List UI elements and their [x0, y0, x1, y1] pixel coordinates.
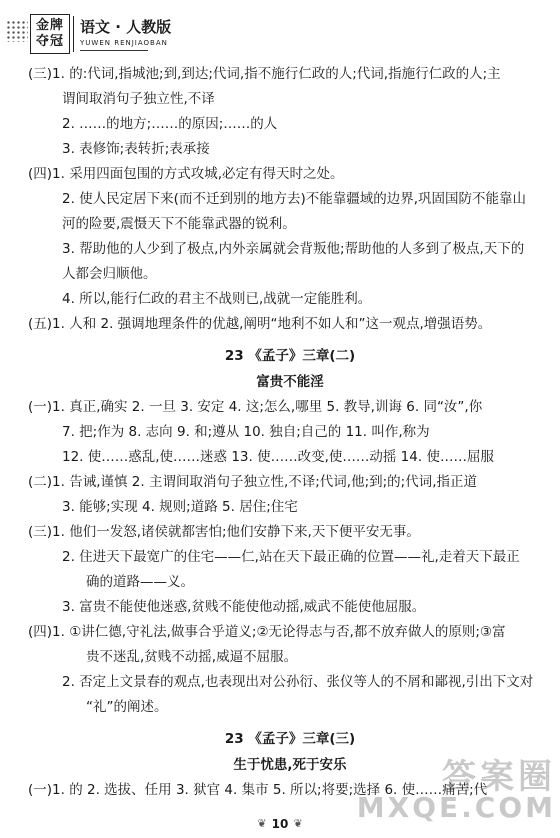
answer-line: (五)1. 人和 2. 强调地理条件的优越,阐明“地利不如人和”这一观点,增强语势。: [28, 316, 492, 332]
brand-logo-top: 金牌: [35, 18, 64, 33]
page-number: 10: [271, 817, 289, 831]
answer-line: 谓间取消句子独立性,不译: [62, 91, 215, 107]
answer-line: 贵不迷乱,贫贱不动摇,威逼不屈服。: [86, 649, 298, 665]
header-underline: [80, 50, 148, 51]
page-footer: [0, 813, 560, 835]
answer-line: “礼”的阐述。: [86, 699, 168, 715]
answer-line: 3. 表修饰;表转折;表承接: [62, 141, 210, 157]
answer-line: 2. 使人民定居下来(而不迁到别的地方去)不能靠疆域的边界,巩固国防不能靠山: [62, 191, 526, 207]
watermark-line2: MXQE.COM: [356, 791, 556, 824]
answer-line: 确的道路——义。: [86, 574, 194, 590]
subject-pinyin: YUWEN RENJIAOBAN: [80, 39, 168, 47]
leaf-left-icon: ❦: [257, 817, 267, 830]
answer-line: 3. 能够;实现 4. 规则;道路 5. 居住;住宅: [62, 499, 298, 515]
brand-logo: [30, 14, 70, 54]
answer-line: 3. 帮助他的人少到了极点,内外亲属就会背叛他;帮助他的人多到了极点,天下的: [62, 241, 525, 257]
subject-title: 语文 · 人教版: [80, 18, 172, 36]
answer-line: 4. 所以,能行仁政的君主不战则已,战就一定能胜利。: [62, 291, 372, 307]
answer-line: (三)1. 的:代词,指城池;到,到达;代词,指不施行仁政的人;代词,指施行仁政的人;主: [28, 66, 501, 82]
answer-line: (二)1. 告诫,谨慎 2. 主谓间取消句子独立性,不译;代词,他;到;的;代词,指正道: [28, 474, 478, 490]
dot-grid-decoration: [6, 20, 28, 42]
leaf-right-icon: ❦: [293, 817, 303, 830]
answer-line: (四)1. ①讲仁德,守礼法,做事合乎道义;②无论得志与否,都不放弃做人的原则;③富: [28, 624, 506, 640]
answer-line: (一)1. 的 2. 选拔、任用 3. 狱官 4. 集市 5. 所以;将要;选择 6. 使……痛苦;代: [28, 782, 488, 798]
answer-line: 2. 住进天下最宽广的住宅——仁,站在天下最正确的位置——礼,走着天下最正: [62, 549, 520, 565]
answer-line: 12. 使……惑乱,使……迷惑 13. 使……改变,使……动摇 14. 使……屈服: [62, 449, 494, 465]
answer-line: 7. 把;作为 8. 志向 9. 和;遵从 10. 独自;自己的 11. 叫作,称为: [62, 424, 430, 440]
answer-line: (三)1. 他们一发怒,诸侯就都害怕;他们安静下来,天下便平安无事。: [28, 524, 420, 540]
answer-line: 3. 富贵不能使他迷惑,贫贱不能使他动摇,威武不能使他屈服。: [62, 599, 426, 615]
answer-content: [28, 62, 552, 803]
section-subtitle: 富贵不能淫: [256, 374, 324, 390]
answer-line: (四)1. 采用四面包围的方式攻城,必定有得天时之处。: [28, 166, 344, 182]
watermark-line1: 答案圈: [442, 757, 556, 797]
section-subtitle: 生于忧患,死于安乐: [233, 757, 347, 773]
answer-line: 人都会归顺他。: [62, 266, 157, 282]
section-title: 23 《孟子》三章(二): [224, 348, 356, 364]
answer-line: 2. ……的地方;……的原因;……的人: [62, 116, 278, 132]
brand-logo-bottom: 夺冠: [35, 34, 64, 49]
answer-line: 河的险要,震慑天下不能靠武器的锐利。: [62, 216, 296, 232]
section-title: 23 《孟子》三章(三): [224, 731, 356, 747]
answer-line: (一)1. 真正,确实 2. 一旦 3. 安定 4. 这;怎么,哪里 5. 教导,训诲 6. 同“汝”,你: [28, 399, 483, 415]
page-header: [0, 0, 560, 58]
answer-line: 2. 否定上文景春的观点,也表现出对公孙衍、张仪等人的不屑和鄙视,引出下文对: [62, 674, 534, 690]
header-divider: [73, 16, 74, 52]
